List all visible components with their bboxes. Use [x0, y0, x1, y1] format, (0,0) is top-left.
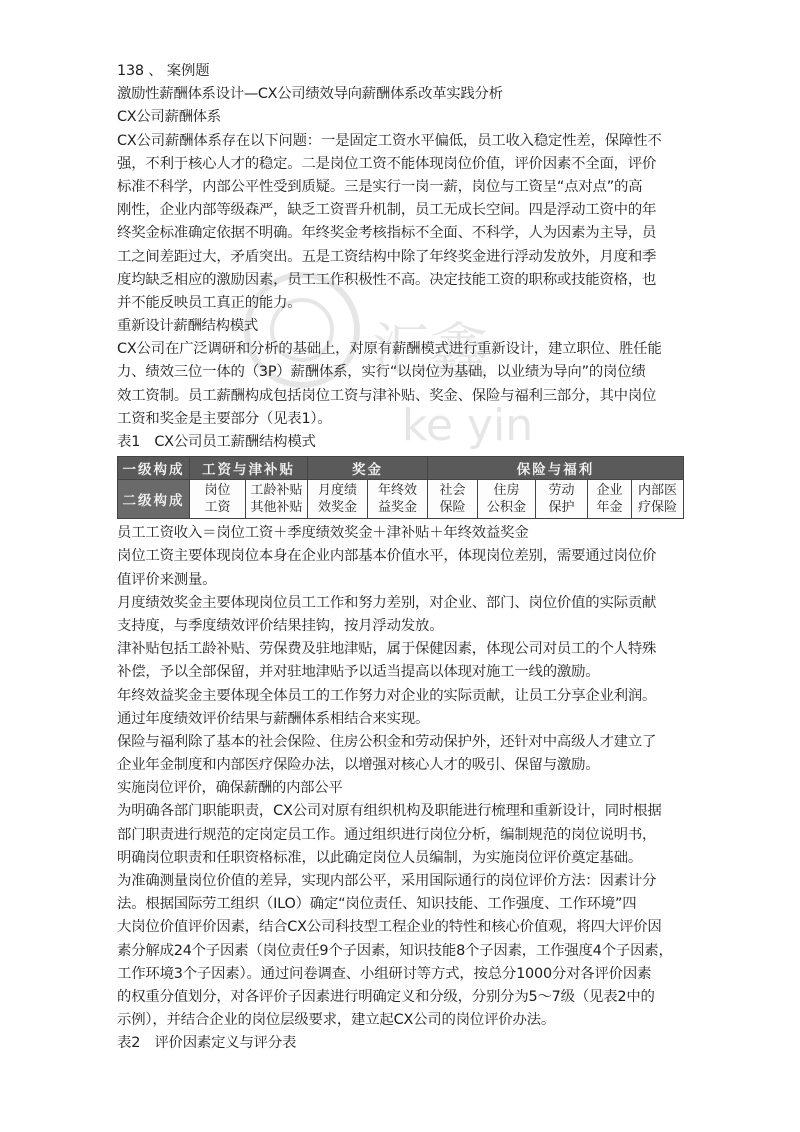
section2-line: CX公司在广泛调研和分析的基础上，对原有薪酬模式进行重新设计，建立职位、胜任能	[117, 341, 662, 358]
cell-line: 岗位	[204, 483, 231, 499]
section1-line: 度均缺乏相应的激励因素，员工工作积极性不高。决定技能工资的职称或技能资格，也	[117, 271, 657, 288]
group-wages-allowances: 工资与津补贴	[190, 457, 308, 480]
section1-line: 并不能反映员工真正的能力。	[117, 294, 302, 311]
table-cell	[632, 480, 684, 519]
cell-line: 保护	[548, 500, 575, 516]
cell-line: 劳动	[548, 483, 575, 499]
cell-line: 公积金	[486, 500, 526, 516]
formula-line: 员工工资收入＝岗位工资＋季度绩效奖金＋津补贴＋年终效益奖金	[117, 525, 529, 542]
cell-line: 其他补贴	[250, 500, 303, 516]
cell-line: 工资	[204, 500, 231, 516]
cell-line: 企业	[596, 483, 623, 499]
cell-line: 效奖金	[317, 500, 357, 516]
section3-line: 通过年度绩效评价结果与薪酬体系相结合来实现。	[117, 710, 430, 727]
cell-line: 年终效	[377, 483, 417, 499]
section3-line: 值评价来测量。	[117, 571, 217, 588]
section2-line: 效工资制。员工薪酬构成包括岗位工资与津补贴、奖金、保险与福利三部分，其中岗位	[117, 387, 657, 404]
section3-line: 年终效益奖金主要体现全体员工的工作努力对企业的实际贡献，让员工分享企业利润。	[117, 687, 657, 704]
table-cell	[368, 480, 428, 519]
page-header: 138 、 案例题	[117, 63, 210, 79]
cell-line: 疗保险	[638, 500, 678, 516]
section2-line: 力、绩效三位一体的（3P）薪酬体系，实行“以岗位为基础，以业绩为导向”的岗位绩	[117, 364, 646, 381]
cell-line: 保险	[439, 500, 466, 516]
section4-line: 大岗位价值评价因素，结合CX公司科技型工程企业的特性和核心价值观，将四大评价因	[117, 919, 662, 936]
section4-line: 工作环境3个子因素）。通过问卷调查、小组研讨等方式，按总分1000分对各评价因素	[117, 965, 652, 982]
document-page	[117, 60, 697, 1056]
table-cell	[428, 480, 478, 519]
section3-line: 岗位工资主要体现岗位本身在企业内部基本价值水平，体现岗位差别，需要通过岗位价	[117, 548, 657, 565]
cell-line: 工龄补贴	[250, 483, 303, 499]
cell-line: 年金	[596, 500, 623, 516]
section1-line: 强，不利于核心人才的稳定。二是岗位工资不能体现岗位价值，评价因素不全面，评价	[117, 155, 657, 172]
section3-line: 补偿，予以全部保留，并对驻地津贴予以适当提高以体现对施工一线的激励。	[117, 664, 600, 681]
level1-label: 一级构成	[118, 457, 190, 480]
section4-line: 的权重分值划分，对各评价子因素进行明确定义和分级，分别分为5～7级（见表2中的	[117, 988, 655, 1005]
section3-line: 津补贴包括工龄补贴、劳保费及驻地津贴，属于保健因素，体现公司对员工的个人特殊	[117, 641, 657, 658]
section1-body	[117, 130, 697, 316]
section4-line: 法。根据国际劳工组织（ILO）确定“岗位责任、知识技能、工作强度、工作环境”四	[117, 896, 637, 913]
document-title: 激励性薪酬体系设计—CX公司绩效导向薪酬体系改革实践分析	[117, 86, 503, 103]
section4-line: 为明确各部门职能职责，CX公司对原有组织机构及职能进行梳理和重新设计，同时根据	[117, 803, 662, 820]
section3-line: 保险与福利除了基本的社会保险、住房公积金和劳动保护外，还针对中高级人才建立了	[117, 733, 657, 750]
table-cell	[190, 480, 246, 519]
watermark-text-en: ke yin	[402, 400, 534, 451]
section2-line: 工资和奖金是主要部分（见表1）。	[117, 410, 332, 427]
watermark-text-cn: 汇鑫	[372, 316, 489, 384]
section1-line: 工之间差距过大，矛盾突出。五是工资结构中除了年终奖金进行浮动发放外，月度和季	[117, 248, 657, 265]
section1-heading: CX公司薪酬体系	[117, 109, 221, 126]
cell-line: 内部医	[638, 483, 678, 499]
cell-line: 住房	[493, 483, 520, 499]
section4-heading: 实施岗位评价，确保薪酬的内部公平	[117, 780, 343, 797]
section4-line: 为准确测量岗位价值的差异，实现内部公平，采用国际通行的岗位评价方法：因素计分	[117, 873, 657, 889]
section3-line: 企业年金制度和内部医疗保险办法，以增强对核心人才的吸引、保留与激励。	[117, 757, 600, 774]
section3-body	[117, 522, 697, 777]
group-insurance-welfare: 保险与福利	[428, 457, 684, 480]
salary-structure-table	[117, 456, 684, 519]
level2-label: 二级构成	[118, 480, 190, 519]
table2-caption: 表2 评价因素定义与评分表	[117, 1035, 297, 1052]
section4-line: 明确岗位职责和任职资格标准，以此确定岗位人员编制，为实施岗位评价奠定基础。	[117, 849, 643, 866]
section4-line: 部门职责进行规范的定岗定员工作。通过组织进行岗位分析，编制规范的岗位说明书，	[117, 826, 657, 843]
section3-line: 支持度，与季度绩效评价结果挂钩，按月浮动发放。	[117, 617, 444, 634]
table1-body-row	[118, 480, 684, 519]
section4-line: 示例），并结合企业的岗位层级要求，建立起CX公司的岗位评价办法。	[117, 1012, 556, 1029]
cell-line: 社会	[439, 483, 466, 499]
section1-line: 刚性，企业内部等级森严，缺乏工资晋升机制，员工无成长空间。四是浮动工资中的年	[117, 202, 657, 219]
table-cell	[308, 480, 368, 519]
cell-line: 月度绩	[317, 483, 357, 499]
section2-body	[117, 338, 697, 431]
table1-caption: 表1 CX公司员工薪酬结构模式	[117, 434, 316, 450]
section1-line: CX公司薪酬体系存在以下问题：一是固定工资水平偏低，员工收入稳定性差，保障性不	[117, 132, 662, 149]
section3-line: 月度绩效奖金主要体现岗位员工工作和努力差别，对企业、部门、岗位价值的实际贡献	[117, 594, 657, 611]
table-cell	[536, 480, 588, 519]
section1-line: 终奖金标准确定依据不明确。年终奖金考核指标不全面、不科学，人为因素为主导，员	[117, 225, 657, 242]
table-cell	[588, 480, 632, 519]
section2-heading: 重新设计薪酬结构模式	[117, 318, 258, 335]
table1-header-row	[118, 457, 684, 480]
section1-line: 标准不科学，内部公平性受到质疑。三是实行一岗一薪，岗位与工资呈“点对点”的高	[117, 178, 643, 195]
table-cell	[478, 480, 536, 519]
group-bonus: 奖金	[308, 457, 428, 480]
section4-body	[117, 800, 697, 1032]
table-cell	[246, 480, 308, 519]
cell-line: 益奖金	[377, 500, 417, 516]
section4-line: 素分解成24个子因素（岗位责任9个子因素，知识技能8个子因素，工作强度4个子因素，	[117, 942, 673, 959]
